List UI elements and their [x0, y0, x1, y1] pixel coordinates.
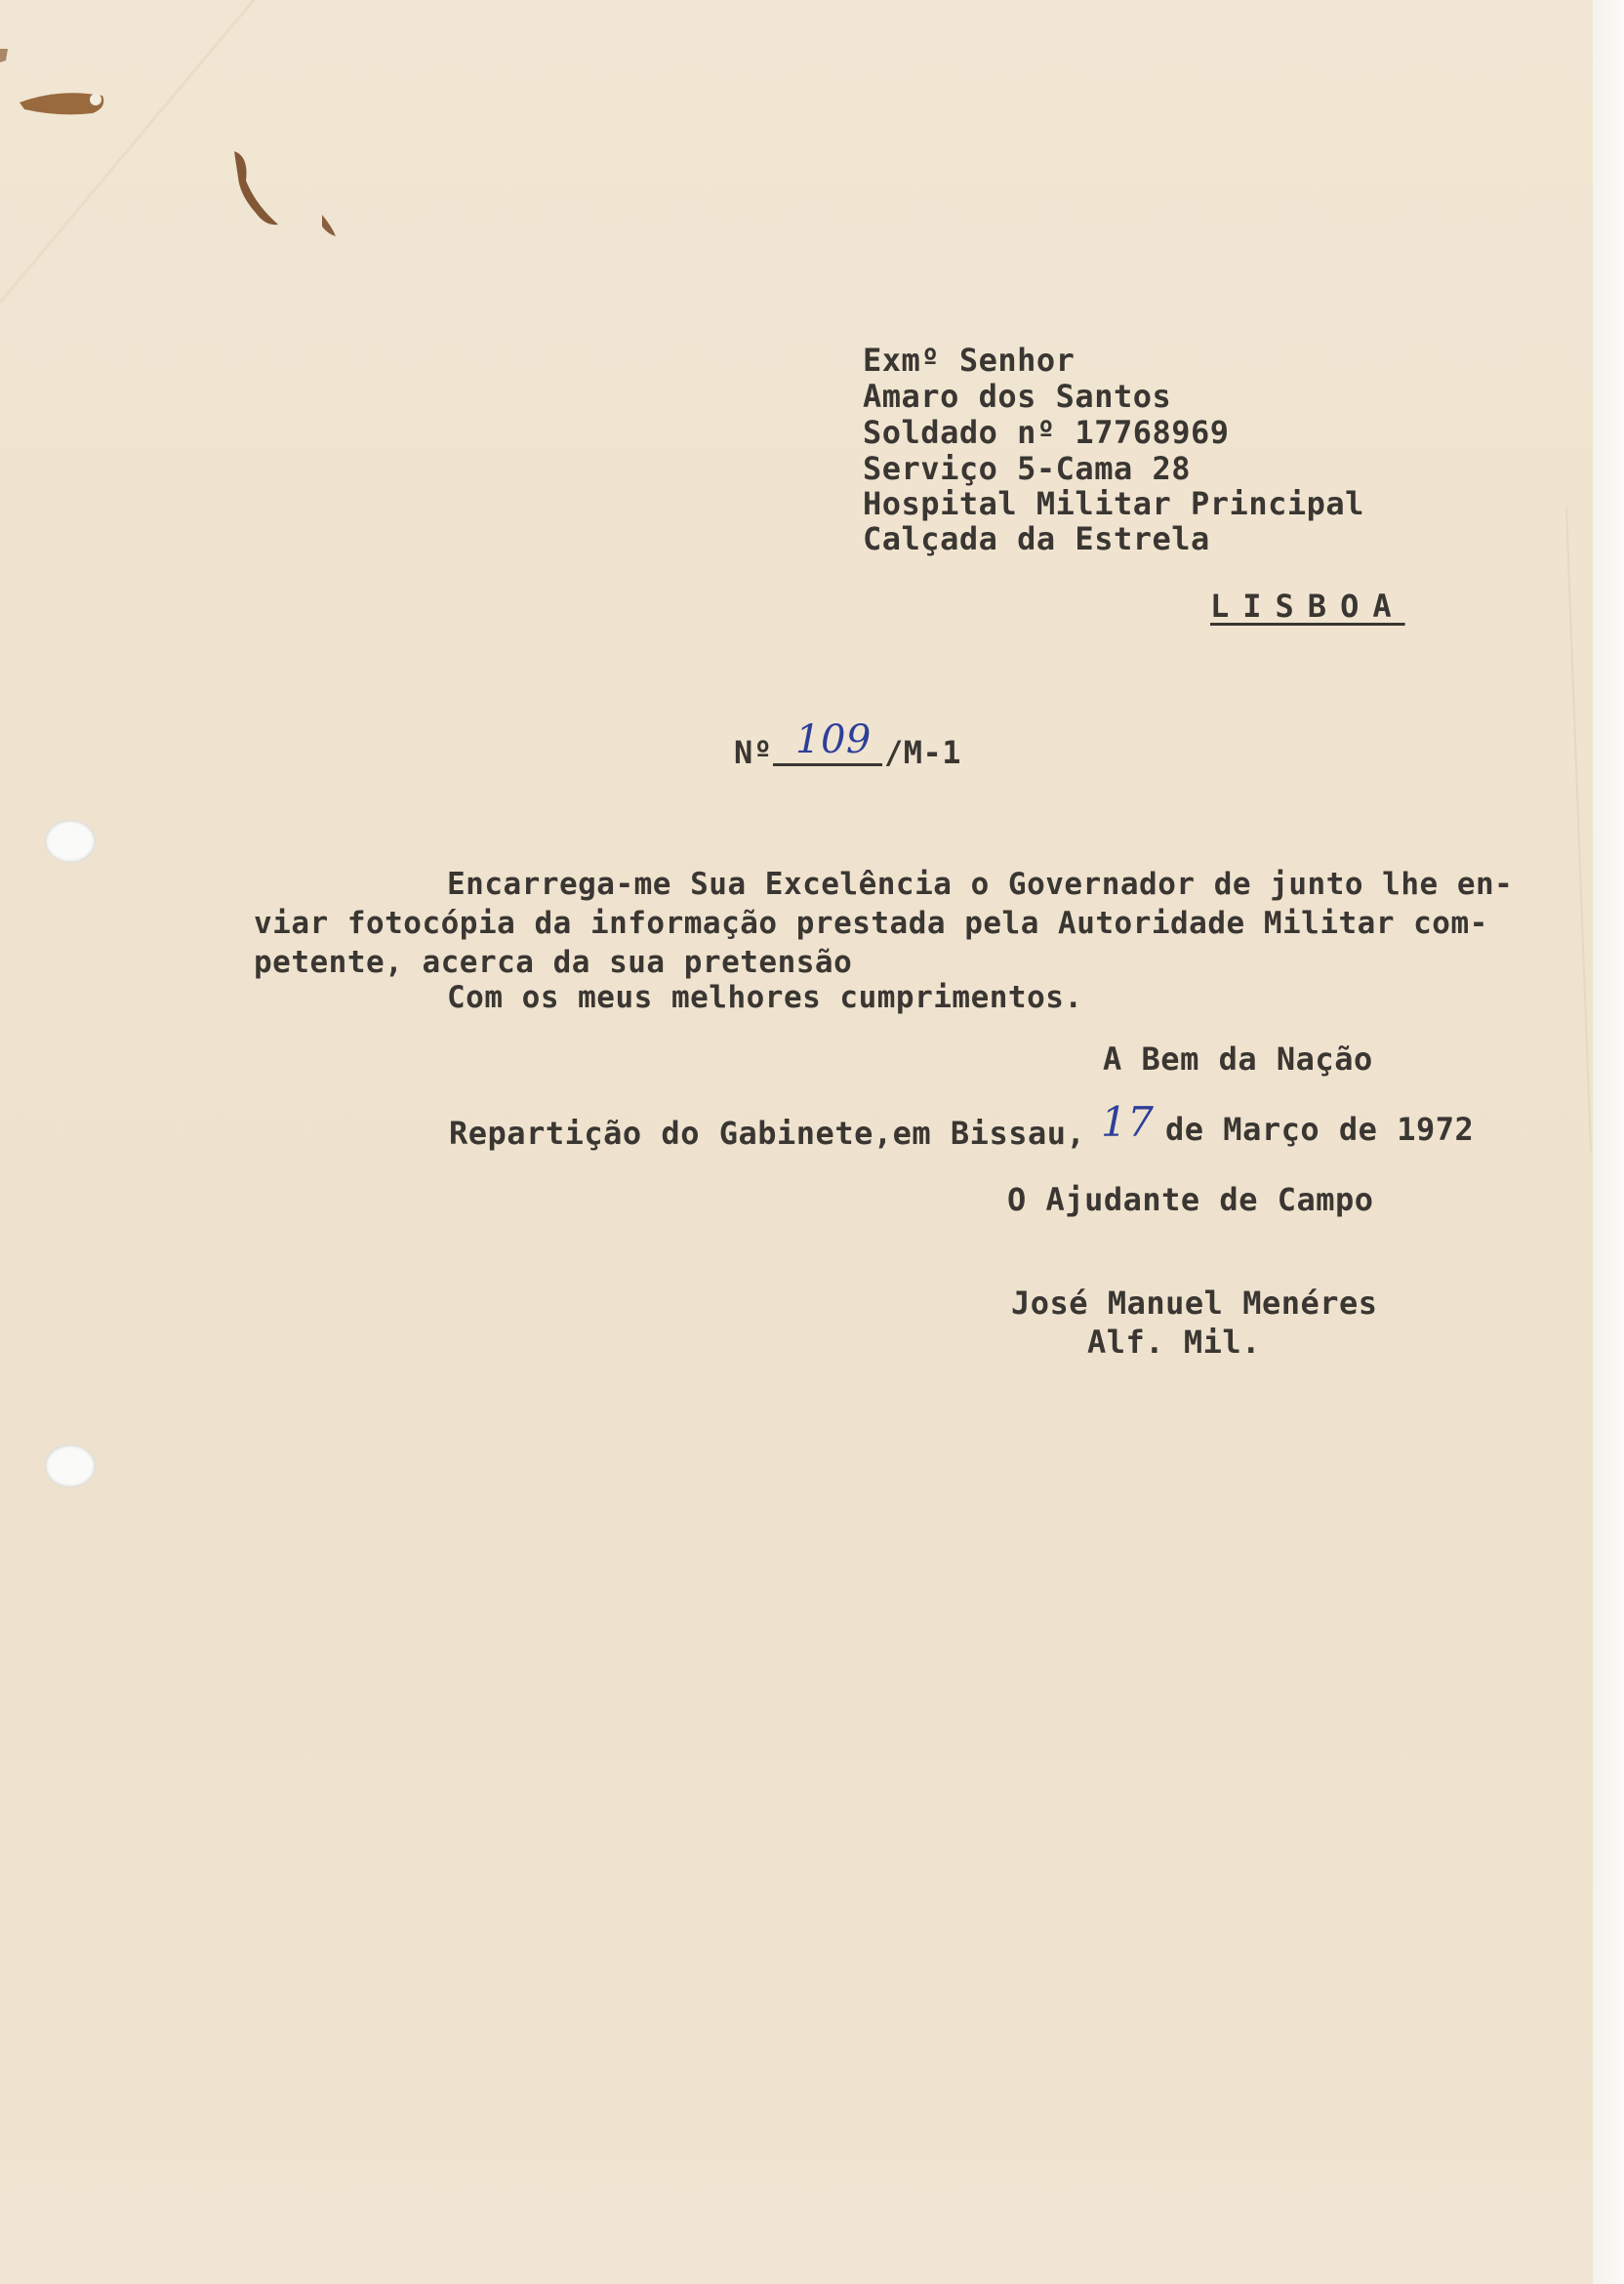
recipient-rank: Soldado nº 17768969 [863, 414, 1230, 451]
recipient-street: Calçada da Estrela [863, 520, 1210, 557]
recipient-institution: Hospital Militar Principal [863, 485, 1364, 522]
signatory-title: Alf. Mil. [1087, 1324, 1261, 1361]
rust-stain [0, 49, 351, 244]
recipient-ward: Serviço 5-Cama 28 [863, 450, 1192, 487]
motto: A Bem da Nação [1103, 1040, 1373, 1078]
recipient-salutation: Exmº Senhor [863, 342, 1076, 379]
reference-suffix: /M-1 [884, 734, 962, 771]
body-line-3: petente, acerca da sua pretensão [254, 945, 853, 980]
body-closing: Com os meus melhores cumprimentos. [447, 980, 1083, 1015]
signatory-name: José Manuel Menéres [1011, 1285, 1378, 1322]
dateline-handwritten-day: 17 [1101, 1098, 1155, 1146]
dateline-rest: de Março de 1972 [1165, 1111, 1475, 1148]
punch-hole-bottom [45, 1445, 96, 1488]
body-line-1: Encarrega-me Sua Excelência o Governador de junto lhe en- [447, 867, 1514, 902]
reference-prefix: Nº [734, 734, 773, 771]
signatory-role: O Ajudante de Campo [1007, 1181, 1374, 1218]
punch-hole-top [45, 820, 96, 863]
recipient-city: LISBOA [1210, 588, 1405, 625]
reference-handwritten-number: 109 [795, 717, 872, 762]
recipient-name: Amaro dos Santos [863, 378, 1172, 415]
scan-margin [1593, 0, 1624, 2284]
body-line-2: viar fotocópia da informação prestada pela Autoridade Militar com- [254, 906, 1488, 941]
dateline-place: Repartição do Gabinete,em Bissau, [449, 1115, 1086, 1152]
